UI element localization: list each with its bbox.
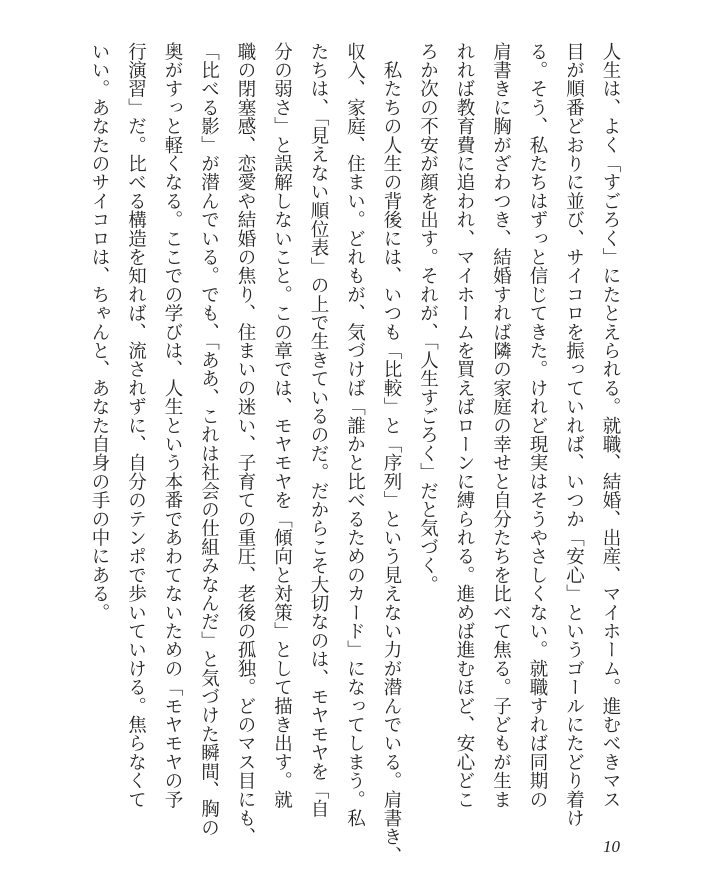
text-column-7: 私たちの人生の背後には、いつも「比較」と「序列」という見えない力が潜んでいる。肩書き、	[381, 42, 402, 865]
text-column-12: 「比べる影」が潜んでいる。でも、「ああ、これは社会の仕組みなんだ」と気づけた瞬間、胸の	[198, 42, 220, 837]
text-column-1: 人生は、よく「すごろく」にたとえられる。就職、結婚、出産、マイホーム。進むべきマス	[600, 42, 621, 809]
text-column-13: 奥がすっと軽くなる。ここでの学びは、人生という本番であわてないための「モヤモヤの予	[162, 42, 183, 809]
text-column-6: ろか次の不安が顔を出す。それが、「人生すごろく」だと気づく。	[417, 42, 439, 594]
text-column-2: 目が順番どおりに並び、サイコロを振っていれば、いつか「安心」というゴールにたどり着け	[563, 42, 585, 828]
text-column-9: たちは、「見えない順位表」の上で生きているのだ。だからこそ大切なのは、モヤモヤを「自	[308, 42, 329, 819]
text-column-15: いい。あなたのサイコロは、ちゃんと、あなた自身の手の中にある。	[89, 42, 110, 622]
text-column-11: 職の閉塞感、恋愛や結婚の焦り、住まいの迷い、子育ての重圧、老後の孤独。どのマス目にも、	[235, 42, 256, 847]
text-column-14: 行演習」だ。比べる構造を知れば、流されずに、自分のテンポで歩いていける。焦らなくて	[125, 42, 147, 809]
page-number: 10	[603, 837, 620, 856]
text-column-5: れれば教育費に追われ、マイホームを買えばローンに縛られる。進めば進むほど、安心どこ	[454, 42, 475, 809]
text-column-3: る。そう、私たちはずっと信じてきた。けれど現実はそうやさしくない。就職すれば同期の	[527, 42, 548, 809]
text-column-8: 収入、家庭、住まい。どれもが、気づけば「誰かと比べるためのカード」になってしまう。私	[344, 42, 366, 828]
text-column-4: 肩書きに胸がざわつき、結婚すれば隣の家庭の幸せと自分たちを比べて焦る。子どもが生ま	[490, 42, 512, 809]
text-column-10: 分の弱さ」と誤解しないこと。この章では、モヤモヤを「傾向と対策」として描き出す。就	[271, 42, 293, 809]
